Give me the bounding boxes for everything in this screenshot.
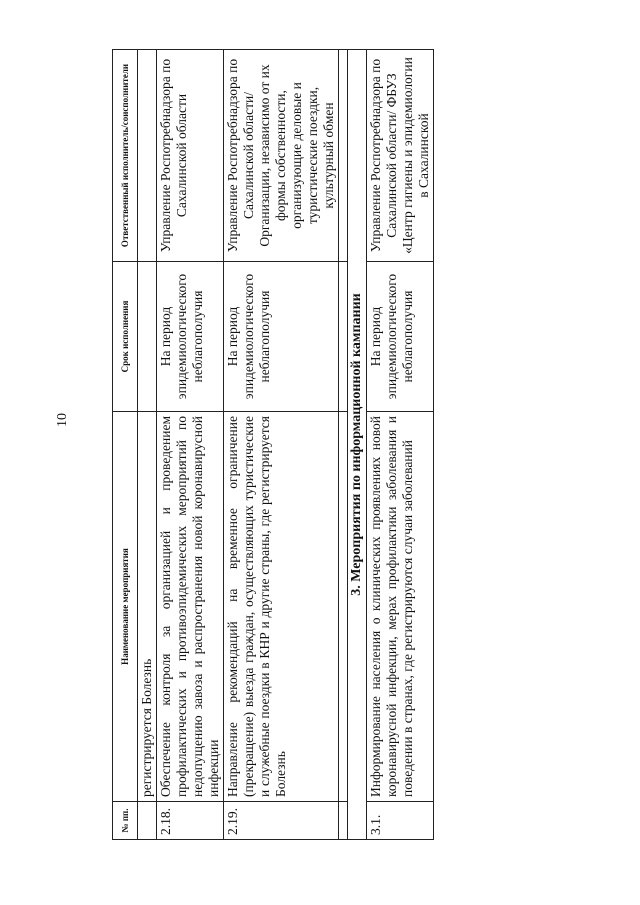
row-name: Обеспечение контроля за организацией и проведением профилактических и противоэпидемических мероприятий по недопущению завоза и распространения новой коронавирусной инфекции: [157, 412, 224, 802]
row-name: Информирование населения о клинических проявлениях новой коронавирусной инфекции, мерах профилактики заболевания и поведении в странах, где регистрируются случаи заболеваний: [367, 412, 434, 802]
page-number: 10: [55, 413, 70, 427]
row-responsible: Управление Роспотребнадзора по Сахалинской области: [157, 50, 224, 262]
row-name: Направление рекомендаций на временное ограничение (прекращение) выезда граждан, осуществляющих туристические и служебные поездки в КНР и другие страны, где регистрируется Болезнь: [224, 412, 339, 802]
table-row: [224, 50, 339, 840]
rotated-table-container: [112, 50, 632, 840]
section-row: [348, 50, 367, 840]
row-responsible: Управление Роспотребнадзора по Сахалинской области/ Организации, независимо от их формы собственности, организующие деловые и туристические поездки, культурный обмен: [224, 50, 339, 262]
row-number: 2.19.: [224, 802, 339, 840]
row-number: 2.18.: [157, 802, 224, 840]
header-responsible: Ответственный исполнитель/соисполнители: [113, 50, 138, 262]
table-row-continuation: [138, 50, 157, 840]
header-name: Наименование мероприятия: [113, 412, 138, 802]
header-term: Срок исполнения: [113, 262, 138, 412]
table-header-row: [113, 50, 138, 840]
table-row: [367, 50, 434, 840]
continuation-text: регистрируется Болезнь: [138, 412, 157, 802]
measures-table: [112, 49, 434, 840]
table-spacer-row: [339, 50, 348, 840]
header-num: № пп.: [113, 802, 138, 840]
row-term: На период эпидемиологического неблагополучия: [367, 262, 434, 412]
row-term: На период эпидемиологического неблагополучия: [157, 262, 224, 412]
section-title: 3. Мероприятия по информационной кампании: [348, 50, 367, 840]
row-responsible: Управление Роспотребнадзора по Сахалинской области/ ФБУЗ «Центр гигиены и эпидемиологии в Сахалинской: [367, 50, 434, 262]
row-term: На период эпидемиологического неблагополучия: [224, 262, 339, 412]
table-row: [157, 50, 224, 840]
row-number: 3.1.: [367, 802, 434, 840]
